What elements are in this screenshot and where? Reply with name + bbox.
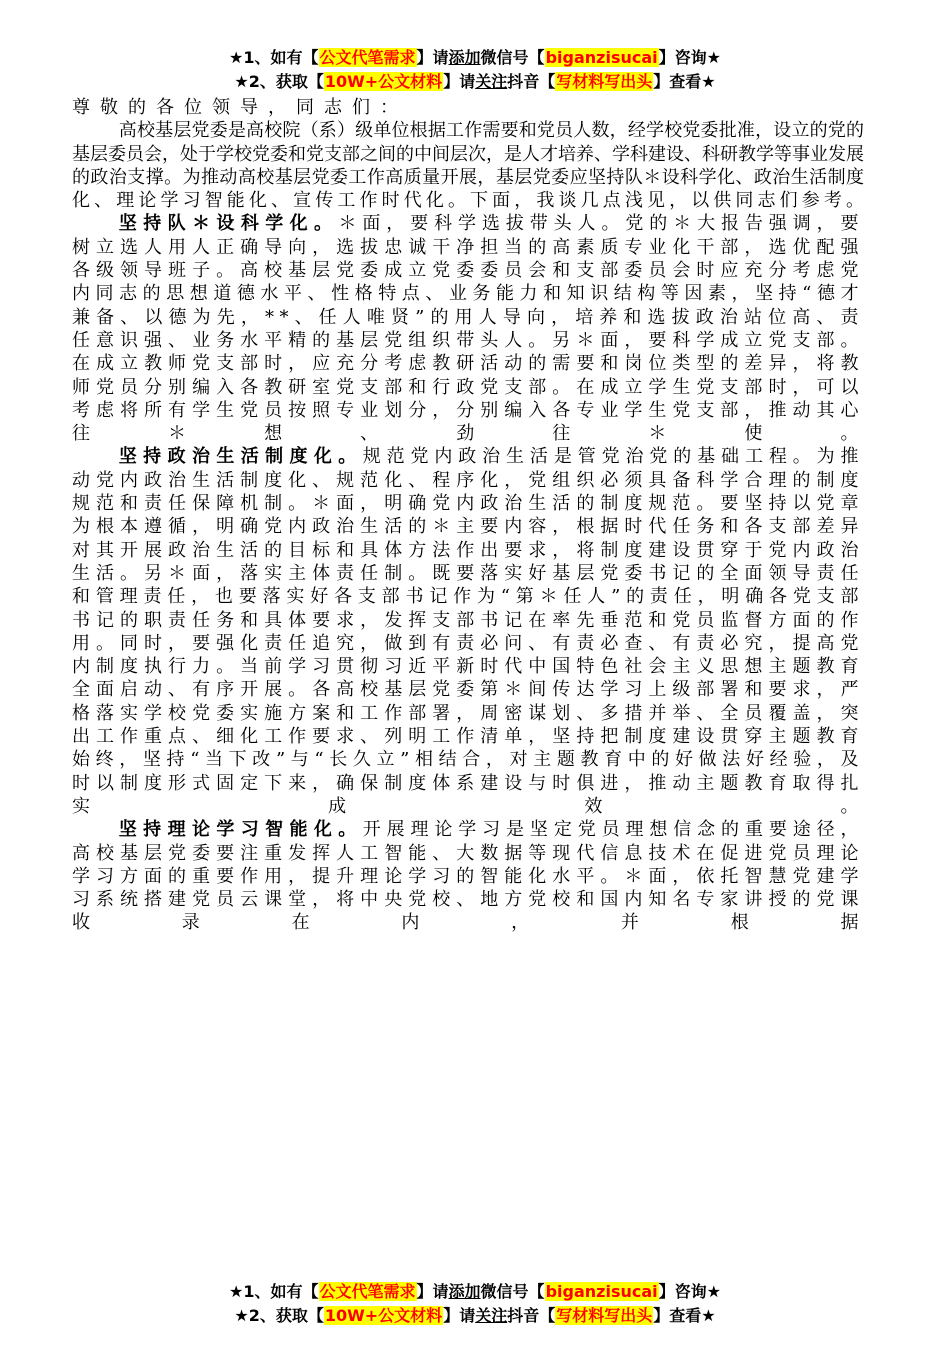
promo-emphasis: 关注 <box>475 72 508 91</box>
promo-highlight: 公文代笔需求 <box>319 48 416 67</box>
promo-text: 抖音【 <box>507 72 556 91</box>
promo-text: 】咨询★ <box>658 48 721 67</box>
section-paragraph <box>72 818 864 934</box>
promo-highlight: 10W+公文材料 <box>324 1306 443 1325</box>
promo-highlight: 公文代笔需求 <box>319 1282 416 1301</box>
promo-banner-bottom <box>0 1280 950 1328</box>
promo-text: 】查看★ <box>653 72 716 91</box>
promo-text: 】咨询★ <box>658 1282 721 1301</box>
promo-emphasis: 添加 <box>448 48 481 67</box>
section-paragraph <box>72 445 864 818</box>
salutation: 尊敬的各位领导，同志们： <box>72 97 408 118</box>
promo-emphasis: 添加 <box>448 1282 481 1301</box>
promo-emphasis: 关注 <box>475 1306 508 1325</box>
section-body: 开展理论学习是坚定党员理想信念的重要途径，高校基层党委要注重发挥人工智能、大数据等现代信息技术在促进党员理论学习方面的重要作用，提升理论学习的智能化水平。＊面，依托智慧党建学习系统搭建党员云课堂，将中央党校、地方党校和国内知名专家讲授的党课收录在内，并根据 <box>72 819 864 934</box>
promo-text: ★2、获取【 <box>234 72 324 91</box>
promo-line-1 <box>0 1280 950 1304</box>
section-heading: 坚持队＊设科学化。 <box>118 213 339 235</box>
intro-paragraph: 高校基层党委是高校院（系）级单位根据工作需要和党员人数，经学校党委批准，设立的党的基层委员会，处于学校党委和党支部之间的中间层次，是人才培养、学科建设、科研教学等事业发展的政治支撑。为推动高校基层党委工作高质量开展，基层党委应坚持队＊设科学化、政治生活制度化、理论学习智能化、宣传工作时代化。下面，我谈几点浅见，以供同志们参考。 <box>72 120 864 212</box>
promo-highlight: 10W+公文材料 <box>324 72 443 91</box>
promo-text: 】请 <box>443 1306 476 1325</box>
promo-highlight: biganzisucai <box>545 1282 658 1301</box>
promo-highlight: biganzisucai <box>545 48 658 67</box>
promo-text: 】请 <box>416 48 449 67</box>
promo-text: 微信号【 <box>480 1282 545 1301</box>
promo-text: 】查看★ <box>653 1306 716 1325</box>
promo-text: ★1、如有【 <box>229 48 319 67</box>
section-body: 规范党内政治生活是管党治党的基础工程。为推动党内政治生活制度化、规范化、程序化，党组织必须具备科学合理的制度规范和责任保障机制。＊面，明确党内政治生活的制度规范。要坚持以党章为根本遵循，明确党内政治生活的＊主要内容，根据时代任务和各支部差异对其开展政治生活的目标和具体方法作出要求，将制度建设贯穿于党内政治生活。另＊面，落实主体责任制。既要落实好基层党委书记的全面领导责任和管理责任，也要落实好各支部书记作为“第＊任人”的责任，明确各党支部书记的职责任务和具体要求，发挥支部书记在率先垂范和党员监督方面的作用。同时，要强化责任追究，做到有责必问、有责必查、有责必究，提高党内制度执行力。当前学习贯彻习近平新时代中国特色社会主义思想主题教育全面启动、有序开展。各高校基层党委第＊间传达学习上级部署和要求，严格落实学校党委实施方案和工作部署，周密谋划、多措并举、全员覆盖，突出工作重点、细化工作要求、列明工作清单，坚持把制度建设贯穿主题教育始终，坚持“当下改”与“长久立”相结合，对主题教育中的好做法好经验，及时以制度形式固定下来，确保制度体系建设与时俱进，推动主题教育取得扎实成效。 <box>72 446 864 817</box>
section-body: ＊面，要科学选拔带头人。党的＊大报告强调，要树立选人用人正确导向，选拔忠诚干净担当的高素质专业化干部，选优配强各级领导班子。高校基层党委成立党委委员会和支部委员会时应充分考虑党内同志的思想道德水平、性格特点、业务能力和知识结构等因素，坚持“德才兼备、以德为先，**、任人唯贤”的用人导向，培养和选拔政治站位高、责任意识强、业务水平精的基层党组织带头人。另＊面，要科学成立党支部。在成立教师党支部时，应充分考虑教研活动的需要和岗位类型的差异，将教师党员分别编入各教研室党支部和行政党支部。在成立学生党支部时，可以考虑将所有学生党员按照专业划分，分别编入各专业学生党支部，推动其心往＊想、劲往＊使。 <box>72 213 864 445</box>
promo-line-2 <box>0 70 950 94</box>
promo-banner-top <box>0 46 950 94</box>
promo-highlight: 写材料写出头 <box>556 72 653 91</box>
promo-text: ★1、如有【 <box>229 1282 319 1301</box>
promo-line-1 <box>0 46 950 70</box>
promo-text: 微信号【 <box>480 48 545 67</box>
section-paragraph <box>72 212 864 445</box>
section-heading: 坚持政治生活制度化。 <box>118 446 363 468</box>
promo-highlight: 写材料写出头 <box>556 1306 653 1325</box>
promo-text: ★2、获取【 <box>234 1306 324 1325</box>
promo-text: 】请 <box>443 72 476 91</box>
promo-text: 】请 <box>416 1282 449 1301</box>
promo-line-2 <box>0 1304 950 1328</box>
document-body <box>72 96 864 1256</box>
section-heading: 坚持理论学习智能化。 <box>118 819 363 841</box>
promo-text: 抖音【 <box>507 1306 556 1325</box>
